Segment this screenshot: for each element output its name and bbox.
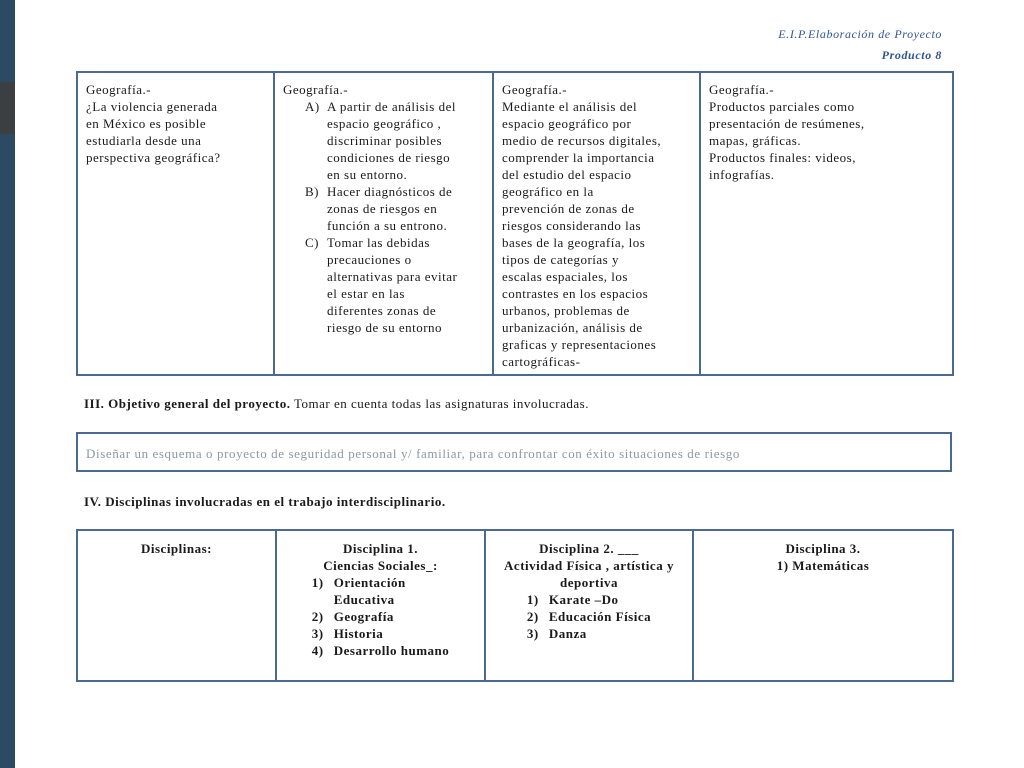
cell-line: función a su entrono. — [327, 218, 448, 233]
cell-line: perspectiva geográfica? — [86, 150, 221, 165]
cell-line: Productos finales: videos, — [709, 150, 856, 165]
list-marker: A) — [305, 99, 320, 114]
cell-subtitle: Actividad Física , artística y — [504, 558, 674, 573]
cell-line: Educativa — [333, 592, 395, 607]
list-item — [283, 98, 484, 183]
cell-line: Geografía — [333, 609, 394, 624]
cell-title: Disciplina 1. — [342, 541, 419, 556]
cell-line: ¿La violencia generada — [86, 99, 218, 114]
list-item — [312, 642, 450, 659]
list-item — [527, 608, 651, 625]
cell-line: Historia — [333, 626, 384, 641]
cell-line: en México es posible — [86, 116, 207, 131]
cell-line: infografías. — [709, 167, 775, 182]
table-row — [77, 530, 953, 681]
cell-line: Hacer diagnósticos de — [327, 184, 453, 199]
cell-line: urbanización, análisis de — [502, 320, 643, 335]
cell-line: espacio geográfico por — [502, 116, 632, 131]
cell-line: Orientación — [333, 575, 406, 590]
cell-title: Disciplina 2. ___ — [539, 541, 639, 556]
list-marker: 1) — [311, 575, 324, 590]
cell-title: Disciplina 3. — [785, 541, 861, 556]
cell-line: escalas espaciales, los — [502, 269, 628, 284]
list-marker: C) — [305, 235, 319, 250]
list-item — [527, 625, 651, 642]
cell-line: comprender la importancia — [502, 150, 655, 165]
discipline-3-cell — [693, 530, 953, 681]
discipline-1-list — [312, 574, 450, 659]
left-accent-block — [0, 82, 15, 134]
cell-line: diferentes zonas de — [327, 303, 437, 318]
discipline-2-cell — [485, 530, 693, 681]
cell-title: Geografía.- — [709, 82, 775, 97]
cell-line: espacio geográfico , — [327, 116, 442, 131]
list-item — [527, 591, 651, 608]
cell-line: Mediante el análisis del — [502, 99, 638, 114]
objective-text: Diseñar un esquema o proyecto de seguridad personal y/ familiar, para confrontar con éxito situaciones de riesgo — [86, 446, 741, 461]
cell-line: Tomar las debidas — [327, 235, 430, 250]
cell-line: discriminar posibles — [327, 133, 443, 148]
list-item — [312, 574, 450, 608]
cell-line: del estudio del espacio — [502, 167, 632, 182]
section-iii-text: Tomar en cuenta todas las asignaturas involucradas. — [290, 396, 589, 411]
cell-line: Productos parciales como — [709, 99, 855, 114]
cell-line: A partir de análisis del — [327, 99, 456, 114]
list-item — [312, 608, 450, 625]
list-marker: 3) — [526, 626, 539, 641]
cell-subtitle: deportiva — [560, 575, 618, 590]
cell-line: presentación de resúmenes, — [709, 116, 865, 131]
cell-line: geográfico en la — [502, 184, 594, 199]
cell-line: cartográficas- — [502, 354, 581, 369]
list-marker: B) — [305, 184, 319, 199]
cell-line: urbanos, problemas de — [502, 303, 630, 318]
list-marker: 1) — [526, 592, 539, 607]
cell-line: en su entorno. — [327, 167, 408, 182]
cell-line: Desarrollo humano — [333, 643, 450, 658]
objectives-cell — [274, 72, 493, 375]
cell-line: condiciones de riesgo — [327, 150, 451, 165]
list-item — [312, 625, 450, 642]
cell-line: Karate –Do — [548, 592, 619, 607]
list-item — [283, 183, 484, 234]
cell-line: 1) Matemáticas — [776, 558, 870, 573]
cell-line: riesgos considerando las — [502, 218, 642, 233]
question-cell — [77, 72, 274, 375]
cell-title: Disciplinas: — [140, 541, 212, 556]
project-title: E.I.P.Elaboración de Proyecto — [778, 27, 942, 41]
cell-line: contrastes en los espacios — [502, 286, 649, 301]
list-item — [283, 234, 484, 336]
objective-box — [76, 432, 952, 472]
cell-line: precauciones o — [327, 252, 412, 267]
list-marker: 2) — [311, 609, 324, 624]
cell-line: tipos de categorías y — [502, 252, 619, 267]
cell-title: Geografía.- — [86, 82, 152, 97]
cell-subtitle: Ciencias Sociales_: — [323, 558, 438, 573]
list-marker: 2) — [526, 609, 539, 624]
discipline-2-list — [527, 591, 651, 642]
cell-line: graficas y representaciones — [502, 337, 657, 352]
product-label: Producto 8 — [881, 48, 942, 62]
cell-line: estudiarla desde una — [86, 133, 202, 148]
list-marker: 3) — [311, 626, 324, 641]
geography-table — [76, 71, 954, 376]
section-iv-heading: IV. Disciplinas involucradas en el trabajo interdisciplinario. — [84, 494, 446, 509]
section-iii-label: III. Objetivo general del proyecto. — [84, 396, 291, 411]
disciplines-label-cell — [77, 530, 276, 681]
cell-line: riesgo de su entorno — [327, 320, 443, 335]
cell-line: Educación Física — [548, 609, 652, 624]
cell-line: el estar en las — [327, 286, 405, 301]
cell-line: Danza — [548, 626, 587, 641]
disciplines-table — [76, 529, 954, 682]
section-iii-heading — [84, 396, 589, 412]
cell-line: bases de la geografía, los — [502, 235, 646, 250]
discipline-1-cell — [276, 530, 485, 681]
cell-line: alternativas para evitar — [327, 269, 458, 284]
cell-title: Geografía.- — [283, 82, 349, 97]
cell-line: prevención de zonas de — [502, 201, 635, 216]
cell-line: zonas de riesgos en — [327, 201, 438, 216]
analysis-cell — [493, 72, 700, 375]
table-row — [77, 72, 953, 375]
cell-line: mapas, gráficas. — [709, 133, 802, 148]
objectives-list — [283, 98, 484, 336]
cell-title: Geografía.- — [502, 82, 568, 97]
products-cell — [700, 72, 953, 375]
cell-line: medio de recursos digitales, — [502, 133, 662, 148]
list-marker: 4) — [311, 643, 324, 658]
